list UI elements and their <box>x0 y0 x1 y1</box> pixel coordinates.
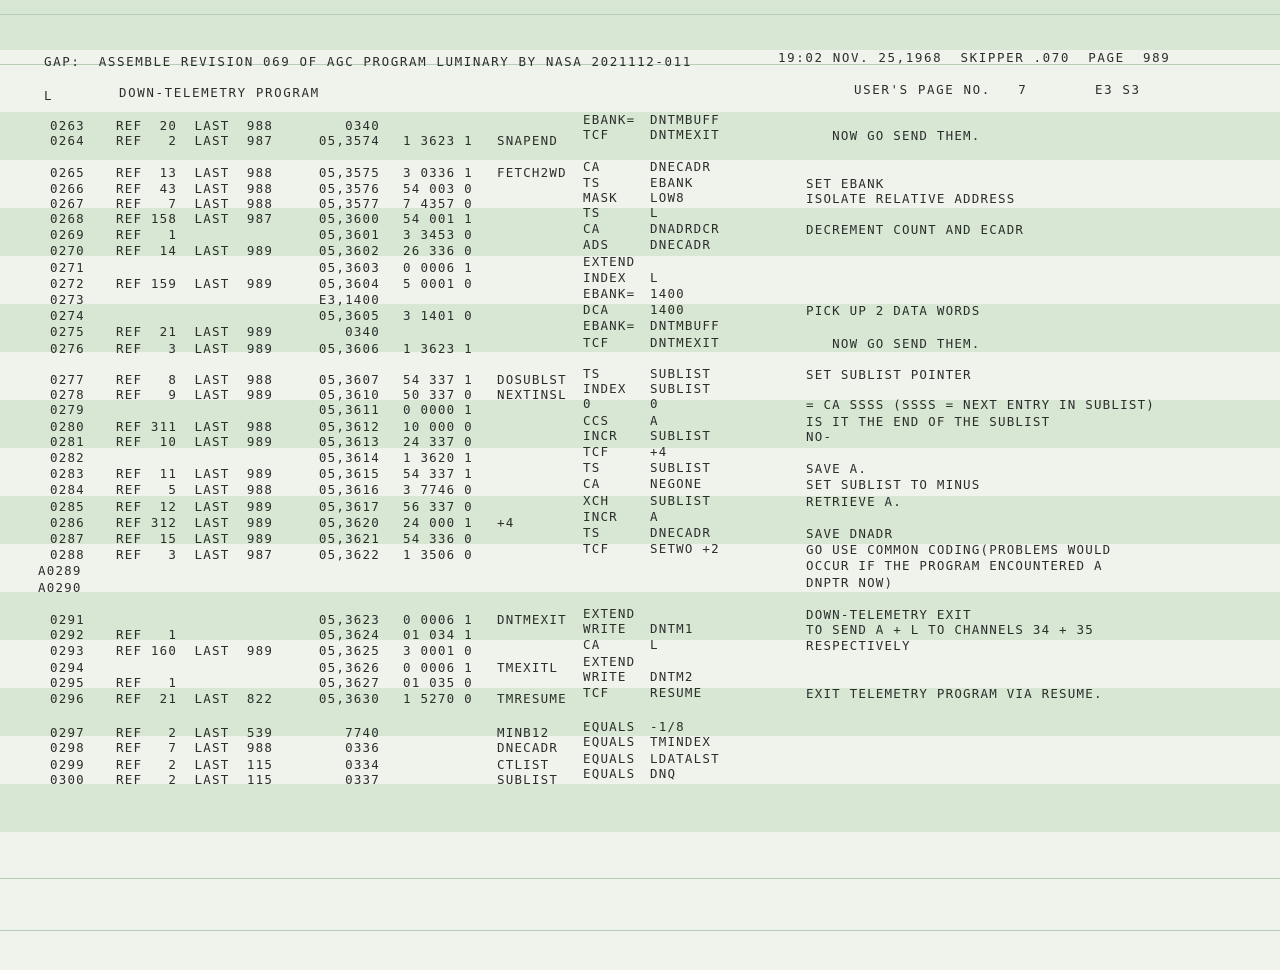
row-ln: 0292 <box>50 627 85 642</box>
row-ln: 0274 <box>50 308 85 323</box>
row-code: 1 5270 0 <box>403 691 473 706</box>
row-operand: SETWO +2 <box>650 541 720 556</box>
row-op: INDEX <box>583 381 627 396</box>
row-comment: NOW GO SEND THEM. <box>806 128 981 143</box>
row-addr: 05,3610 <box>318 387 380 402</box>
row-addr: 05,3617 <box>318 499 380 514</box>
row-addr: 05,3607 <box>318 372 380 387</box>
row-ln: 0297 <box>50 725 85 740</box>
row-ref: REF 1 <box>116 227 178 242</box>
row-ref: REF 2 LAST 115 <box>116 757 274 772</box>
row-code: 50 337 0 <box>403 387 473 402</box>
row-code: 1 3620 1 <box>403 450 473 465</box>
row-addr: 0337 <box>345 772 380 787</box>
row-ln: 0299 <box>50 757 85 772</box>
row-op: TCF <box>583 444 610 459</box>
row-ln: 0273 <box>50 292 85 307</box>
row-code: 5 0001 0 <box>403 276 473 291</box>
row-ln: 0298 <box>50 740 85 755</box>
row-addr: 05,3630 <box>318 691 380 706</box>
row-addr: E3,1400 <box>318 292 380 307</box>
row-operand: DNTM1 <box>650 621 694 636</box>
header-mark: L <box>44 88 54 103</box>
header-program-title: DOWN-TELEMETRY PROGRAM <box>119 85 320 100</box>
row-op: EBANK= <box>583 318 636 333</box>
row-addr: 05,3627 <box>318 675 380 690</box>
row-op: XCH <box>583 493 610 508</box>
row-operand: 1400 <box>650 286 685 301</box>
row-operand: DNECADR <box>650 159 712 174</box>
row-label: SUBLIST <box>497 772 559 787</box>
row-ln: 0266 <box>50 181 85 196</box>
row-ln: 0295 <box>50 675 85 690</box>
row-label: SNAPEND <box>497 133 559 148</box>
row-comment: EXIT TELEMETRY PROGRAM VIA RESUME. <box>806 686 1103 701</box>
header-assembly-title: GAP: ASSEMBLE REVISION 069 OF AGC PROGRAM LUMINARY BY NASA 2021112-011 <box>44 54 692 69</box>
row-operand: DNTMEXIT <box>650 335 720 350</box>
row-op: 0 <box>583 396 592 411</box>
row-operand: L <box>650 205 659 220</box>
row-operand: DNECADR <box>650 237 712 252</box>
row-ref: REF 158 LAST 987 <box>116 211 274 226</box>
row-addr: 05,3600 <box>318 211 380 226</box>
row-comment: SET EBANK <box>806 176 885 191</box>
row-ln: 0272 <box>50 276 85 291</box>
row-code: 10 000 0 <box>403 419 473 434</box>
row-ref: REF 1 <box>116 675 178 690</box>
row-ref: REF 20 LAST 988 <box>116 118 274 133</box>
row-op: EXTEND <box>583 654 636 669</box>
row-ln: 0283 <box>50 466 85 481</box>
row-op: CA <box>583 221 601 236</box>
row-comment: TO SEND A + L TO CHANNELS 34 + 35 <box>806 622 1094 637</box>
row-op: EXTEND <box>583 254 636 269</box>
row-operand: SUBLIST <box>650 381 712 396</box>
row-comment: SET SUBLIST TO MINUS <box>806 477 981 492</box>
row-op: WRITE <box>583 669 627 684</box>
row-operand: EBANK <box>650 175 694 190</box>
row-code: 3 7746 0 <box>403 482 473 497</box>
row-op: TCF <box>583 127 610 142</box>
header-user-page: USER'S PAGE NO. 7 <box>854 82 1028 97</box>
row-op: TS <box>583 366 601 381</box>
row-ref: REF 1 <box>116 627 178 642</box>
row-ref: REF 11 LAST 989 <box>116 466 274 481</box>
row-op: TCF <box>583 685 610 700</box>
row-ref: REF 21 LAST 989 <box>116 324 274 339</box>
row-code: 1 3506 0 <box>403 547 473 562</box>
row-addr: 05,3626 <box>318 660 380 675</box>
row-code: 54 337 1 <box>403 372 473 387</box>
paper-rule <box>0 878 1280 879</box>
row-code: 01 035 0 <box>403 675 473 690</box>
row-op: INCR <box>583 509 618 524</box>
row-ref: REF 21 LAST 822 <box>116 691 274 706</box>
row-ln: 0285 <box>50 499 85 514</box>
row-ln: 0291 <box>50 612 85 627</box>
row-operand: DNQ <box>650 766 677 781</box>
row-addr: 05,3611 <box>318 402 380 417</box>
row-comment: NO- <box>806 429 833 444</box>
row-label: CTLIST <box>497 757 550 772</box>
row-op: TS <box>583 460 601 475</box>
row-ref: REF 2 LAST 115 <box>116 772 274 787</box>
row-label: +4 <box>497 515 515 530</box>
header-code: E3 S3 <box>1095 82 1141 97</box>
row-comment: NOW GO SEND THEM. <box>806 336 981 351</box>
row-operand: SUBLIST <box>650 460 712 475</box>
row-ln: 0287 <box>50 531 85 546</box>
row-label: FETCH2WD <box>497 165 567 180</box>
row-ln: 0275 <box>50 324 85 339</box>
row-op: EXTEND <box>583 606 636 621</box>
row-code: 0 0000 1 <box>403 402 473 417</box>
row-op: CA <box>583 637 601 652</box>
row-ref: REF 9 LAST 989 <box>116 387 274 402</box>
row-ln: 0279 <box>50 402 85 417</box>
green-band <box>0 0 1280 50</box>
row-op: WRITE <box>583 621 627 636</box>
row-addr: 0334 <box>345 757 380 772</box>
row-operand: A <box>650 413 659 428</box>
row-ln: A0290 <box>38 580 82 595</box>
paper-rule <box>0 930 1280 931</box>
row-operand: SUBLIST <box>650 428 712 443</box>
row-op: TS <box>583 175 601 190</box>
row-ln: A0289 <box>38 563 82 578</box>
row-label: MINB12 <box>497 725 550 740</box>
row-label: NEXTINSL <box>497 387 567 402</box>
row-operand: NEGONE <box>650 476 703 491</box>
row-label: TMEXITL <box>497 660 559 675</box>
row-op: EQUALS <box>583 734 636 749</box>
row-operand: DNTMBUFF <box>650 318 720 333</box>
row-operand: DNTM2 <box>650 669 694 684</box>
row-code: 0 0006 1 <box>403 260 473 275</box>
row-addr: 05,3623 <box>318 612 380 627</box>
row-addr: 05,3601 <box>318 227 380 242</box>
row-code: 3 3453 0 <box>403 227 473 242</box>
row-addr: 05,3621 <box>318 531 380 546</box>
row-op: DCA <box>583 302 610 317</box>
row-ln: 0265 <box>50 165 85 180</box>
row-operand: LOW8 <box>650 190 685 205</box>
row-addr: 05,3606 <box>318 341 380 356</box>
row-ln: 0263 <box>50 118 85 133</box>
row-op: MASK <box>583 190 618 205</box>
row-comment: = CA SSSS (SSSS = NEXT ENTRY IN SUBLIST) <box>806 397 1156 412</box>
green-band <box>0 784 1280 832</box>
row-comment: ISOLATE RELATIVE ADDRESS <box>806 191 1016 206</box>
row-op: CA <box>583 159 601 174</box>
row-code: 01 034 1 <box>403 627 473 642</box>
row-addr: 05,3614 <box>318 450 380 465</box>
row-operand: RESUME <box>650 685 703 700</box>
row-op: INDEX <box>583 270 627 285</box>
row-operand: 1400 <box>650 302 685 317</box>
row-code: 3 0001 0 <box>403 643 473 658</box>
row-op: EBANK= <box>583 112 636 127</box>
row-label: DOSUBLST <box>497 372 567 387</box>
row-ref: REF 311 LAST 988 <box>116 419 274 434</box>
row-ln: 0264 <box>50 133 85 148</box>
row-ref: REF 159 LAST 989 <box>116 276 274 291</box>
row-comment: IS IT THE END OF THE SUBLIST <box>806 414 1051 429</box>
row-ln: 0278 <box>50 387 85 402</box>
row-code: 24 000 1 <box>403 515 473 530</box>
row-label: DNECADR <box>497 740 559 755</box>
row-op: CCS <box>583 413 610 428</box>
row-operand: DNECADR <box>650 525 712 540</box>
row-ln: 0269 <box>50 227 85 242</box>
row-ref: REF 312 LAST 989 <box>116 515 274 530</box>
row-comment: OCCUR IF THE PROGRAM ENCOUNTERED A <box>806 558 1103 573</box>
row-code: 3 0336 1 <box>403 165 473 180</box>
row-ln: 0288 <box>50 547 85 562</box>
row-addr: 05,3605 <box>318 308 380 323</box>
row-addr: 05,3622 <box>318 547 380 562</box>
row-code: 0 0006 1 <box>403 660 473 675</box>
row-ln: 0293 <box>50 643 85 658</box>
row-code: 54 337 1 <box>403 466 473 481</box>
row-addr: 05,3604 <box>318 276 380 291</box>
row-ref: REF 3 LAST 989 <box>116 341 274 356</box>
row-code: 54 336 0 <box>403 531 473 546</box>
row-addr: 05,3575 <box>318 165 380 180</box>
row-addr: 05,3603 <box>318 260 380 275</box>
row-comment: PICK UP 2 DATA WORDS <box>806 303 981 318</box>
row-op: TCF <box>583 541 610 556</box>
row-op: TCF <box>583 335 610 350</box>
row-ln: 0281 <box>50 434 85 449</box>
row-ref: REF 12 LAST 989 <box>116 499 274 514</box>
row-ref: REF 14 LAST 989 <box>116 243 274 258</box>
row-operand: SUBLIST <box>650 493 712 508</box>
row-op: EQUALS <box>583 719 636 734</box>
row-addr: 0340 <box>345 118 380 133</box>
row-addr: 05,3620 <box>318 515 380 530</box>
header-date-page: 19:02 NOV. 25,1968 SKIPPER .070 PAGE 989 <box>778 50 1171 65</box>
row-operand: LDATALST <box>650 751 720 766</box>
row-ref: REF 15 LAST 989 <box>116 531 274 546</box>
row-op: INCR <box>583 428 618 443</box>
row-ref: REF 160 LAST 989 <box>116 643 274 658</box>
row-ln: 0282 <box>50 450 85 465</box>
row-ref: REF 3 LAST 987 <box>116 547 274 562</box>
row-operand: L <box>650 270 659 285</box>
row-addr: 7740 <box>345 725 380 740</box>
row-operand: DNTMBUFF <box>650 112 720 127</box>
row-comment: DECREMENT COUNT AND ECADR <box>806 222 1025 237</box>
row-ln: 0286 <box>50 515 85 530</box>
row-code: 54 001 1 <box>403 211 473 226</box>
row-addr: 05,3602 <box>318 243 380 258</box>
row-addr: 0336 <box>345 740 380 755</box>
row-op: EQUALS <box>583 751 636 766</box>
row-code: 1 3623 1 <box>403 133 473 148</box>
row-op: CA <box>583 476 601 491</box>
row-label: TMRESUME <box>497 691 567 706</box>
row-code: 0 0006 1 <box>403 612 473 627</box>
row-label: DNTMEXIT <box>497 612 567 627</box>
row-ln: 0284 <box>50 482 85 497</box>
row-op: TS <box>583 525 601 540</box>
row-ref: REF 5 LAST 988 <box>116 482 274 497</box>
row-addr: 05,3616 <box>318 482 380 497</box>
row-comment: SET SUBLIST POINTER <box>806 367 972 382</box>
row-ref: REF 43 LAST 988 <box>116 181 274 196</box>
row-operand: 0 <box>650 396 659 411</box>
row-operand: A <box>650 509 659 524</box>
row-ref: REF 2 LAST 987 <box>116 133 274 148</box>
row-addr: 05,3613 <box>318 434 380 449</box>
row-code: 1 3623 1 <box>403 341 473 356</box>
row-operand: L <box>650 637 659 652</box>
row-ln: 0271 <box>50 260 85 275</box>
row-comment: DNPTR NOW) <box>806 575 894 590</box>
row-operand: SUBLIST <box>650 366 712 381</box>
row-comment: DOWN-TELEMETRY EXIT <box>806 607 972 622</box>
row-operand: DNADRDCR <box>650 221 720 236</box>
row-ref: REF 2 LAST 539 <box>116 725 274 740</box>
row-ln: 0270 <box>50 243 85 258</box>
row-code: 26 336 0 <box>403 243 473 258</box>
row-addr: 05,3576 <box>318 181 380 196</box>
row-op: TS <box>583 205 601 220</box>
row-ln: 0280 <box>50 419 85 434</box>
paper-rule <box>0 14 1280 15</box>
row-comment: SAVE A. <box>806 461 868 476</box>
row-addr: 05,3624 <box>318 627 380 642</box>
row-comment: RETRIEVE A. <box>806 494 902 509</box>
row-op: EBANK= <box>583 286 636 301</box>
row-operand: -1/8 <box>650 719 685 734</box>
row-code: 54 003 0 <box>403 181 473 196</box>
row-addr: 05,3612 <box>318 419 380 434</box>
row-operand: DNTMEXIT <box>650 127 720 142</box>
row-operand: +4 <box>650 444 668 459</box>
row-addr: 05,3625 <box>318 643 380 658</box>
row-comment: SAVE DNADR <box>806 526 894 541</box>
row-operand: TMINDEX <box>650 734 712 749</box>
row-ln: 0300 <box>50 772 85 787</box>
row-addr: 05,3577 <box>318 196 380 211</box>
row-comment: GO USE COMMON CODING(PROBLEMS WOULD <box>806 542 1112 557</box>
row-op: ADS <box>583 237 610 252</box>
row-code: 24 337 0 <box>403 434 473 449</box>
row-ref: REF 13 LAST 988 <box>116 165 274 180</box>
row-ln: 0267 <box>50 196 85 211</box>
row-op: EQUALS <box>583 766 636 781</box>
row-code: 3 1401 0 <box>403 308 473 323</box>
row-ln: 0268 <box>50 211 85 226</box>
row-code: 7 4357 0 <box>403 196 473 211</box>
row-addr: 05,3574 <box>318 133 380 148</box>
row-comment: RESPECTIVELY <box>806 638 911 653</box>
row-ref: REF 10 LAST 989 <box>116 434 274 449</box>
row-addr: 05,3615 <box>318 466 380 481</box>
row-addr: 0340 <box>345 324 380 339</box>
row-code: 56 337 0 <box>403 499 473 514</box>
row-ln: 0294 <box>50 660 85 675</box>
row-ln: 0277 <box>50 372 85 387</box>
row-ln: 0276 <box>50 341 85 356</box>
row-ref: REF 7 LAST 988 <box>116 740 274 755</box>
row-ln: 0296 <box>50 691 85 706</box>
row-ref: REF 7 LAST 988 <box>116 196 274 211</box>
row-ref: REF 8 LAST 988 <box>116 372 274 387</box>
